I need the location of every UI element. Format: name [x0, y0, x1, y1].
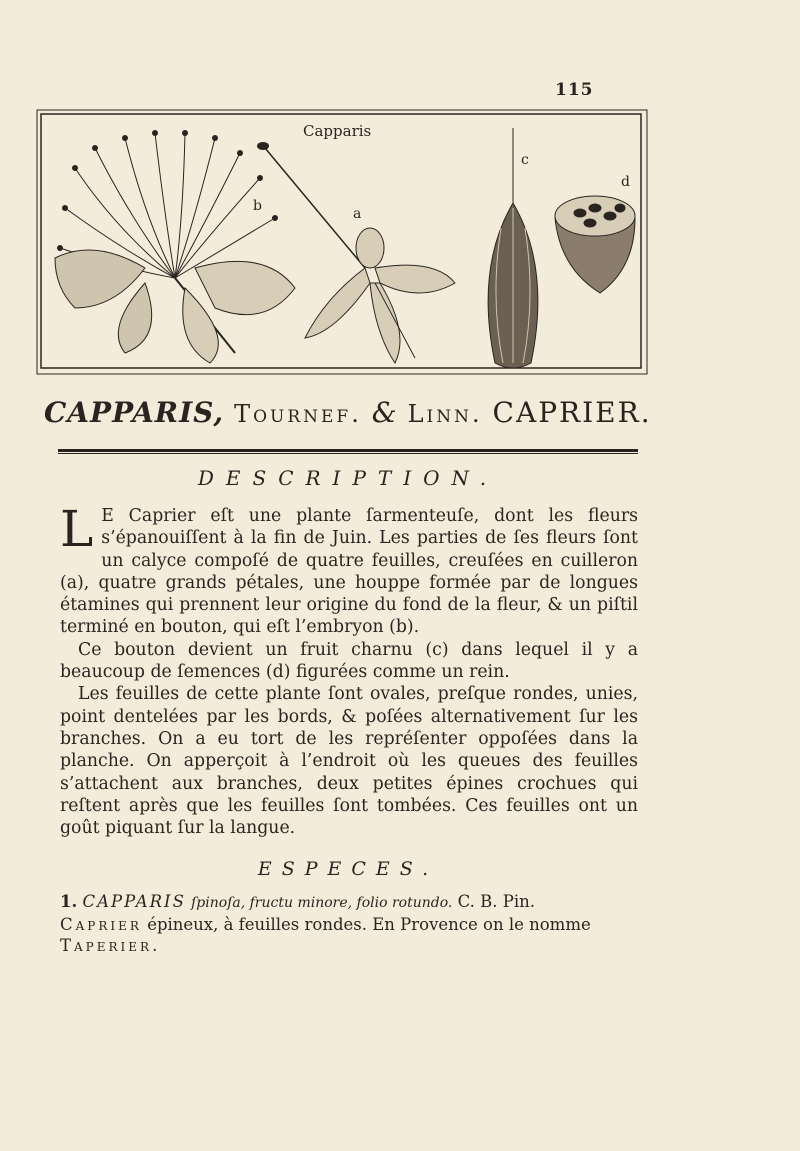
title-rule-thin [58, 453, 638, 454]
page-number: 115 [555, 80, 594, 100]
species-entry [60, 891, 638, 956]
plate-label: Capparis [303, 122, 372, 140]
ampersand: & [371, 396, 398, 429]
author-tournefort: Tournef. [234, 400, 362, 428]
species-french-label: Caprier [60, 915, 142, 934]
species-synonym: ſpinoſa, fructu minore, folio rotundo. [191, 895, 453, 911]
botanical-plate [35, 108, 653, 382]
plate-letter-d: d [621, 174, 630, 190]
paragraph-1 [60, 500, 638, 639]
plate-letter-c: c [521, 152, 529, 168]
french-name: CAPRIER. [492, 396, 652, 429]
species-french-desc: épineux, à feuilles rondes. En Provence on le nomme [147, 915, 591, 934]
species-vernacular: Taperier. [60, 936, 161, 955]
paragraph-3: Les feuilles de cette plante ſont ovales, preſque rondes, unies, point dentelées par les bords, & poſées alternativement ſur les branches. On a eu tort de les repréſenter oppoſées dans la planche. On apperçoit à l’endroit où les queues des feuilles s’attachent aux branches, deux petites épines crochues qui reſtent après que les feuilles ſont tombées. Ces feuilles ont un goût piquant ſur la langue. [60, 684, 638, 839]
capparis-engraving [35, 108, 653, 382]
drop-cap: L [60, 500, 94, 558]
description-text [60, 500, 638, 839]
description-heading: DESCRIPTION. [197, 466, 499, 490]
genus-title [44, 396, 664, 429]
author-linnaeus: Linn. [407, 400, 483, 428]
species-name: CAPPARIS [82, 892, 186, 911]
species-reference: C. B. Pin. [457, 892, 535, 911]
species-heading: ESPECES. [257, 858, 439, 880]
title-rule [58, 449, 638, 452]
paragraph-1-text: E Caprier eſt une plante ſarmenteuſe, dont les fleurs s’épanouiſſent à la fin de Juin. Les parties de ſes fleurs ſont un calyce compoſé de quatre feuilles, creuſées en cuilleron (a), quatre grands pétales, une houppe formée par de longues étamines qui prennent leur origine du fond de la fleur, & un piſtil terminé en bouton, qui eſt l’embryon (b). [60, 506, 638, 638]
paragraph-2: Ce bouton devient un fruit charnu (c) dans lequel il y a beaucoup de ſemences (d) figurées comme un rein. [60, 639, 638, 683]
plate-letter-b: b [253, 198, 262, 214]
genus-name: CAPPARIS, [44, 396, 225, 429]
plate-letter-a: a [353, 206, 362, 222]
species-number: 1. [60, 892, 78, 911]
